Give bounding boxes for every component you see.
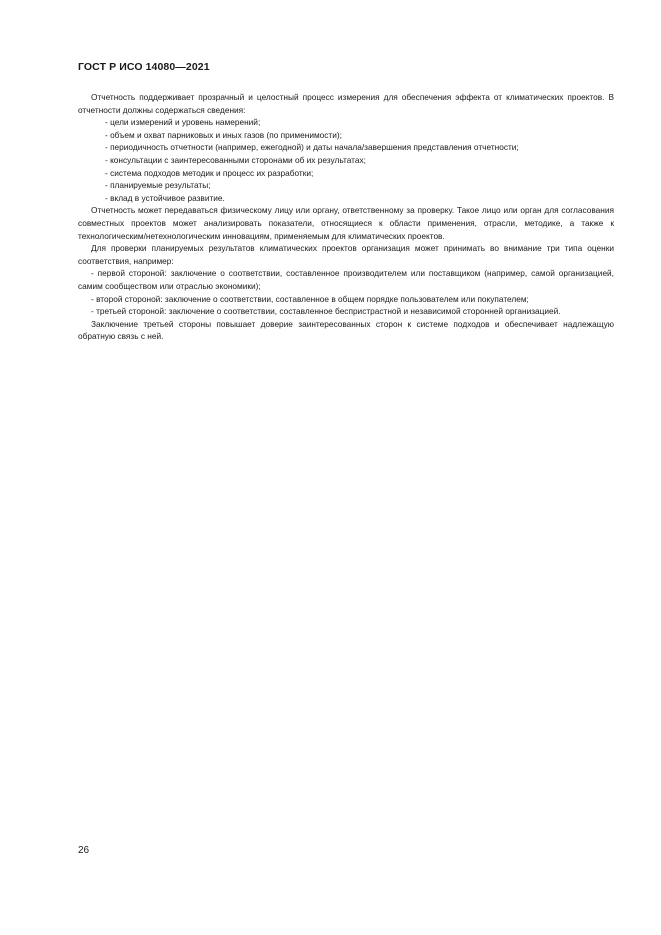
list-item: - консультации с заинтересованными сторонами об их результатах;	[105, 154, 366, 165]
list-item: - объем и охват парниковых и иных газов (по применимости);	[105, 129, 342, 140]
page-number: 26	[78, 845, 90, 856]
list-item: - вклад в устойчивое развитие.	[105, 192, 225, 203]
list-item: - планируемые результаты;	[105, 180, 211, 191]
paragraph-reporting-intro: Отчетность поддерживает прозрачный и целостный процесс измерения для обеспечения эффекта от климатических проектов. В отчетности должны содержаться сведения:	[78, 92, 614, 115]
paragraph-third-party-conclusion: Заключение третьей стороны повышает доверие заинтересованных сторон к системе подходов и обеспечивает надлежащую обратную связь с ней.	[78, 318, 614, 342]
reporting-info-list	[78, 116, 614, 204]
paragraph-reporting-transfer: Отчетность может передаваться физическому лицу или органу, ответственному за проверку. Такое лицо или орган для согласования совместных проектов может анализировать показатели, относящиеся к области применения, отрасли, методике, а также к технологическим/нетехнологическим инновациям, применяемым для климатических проектов.	[78, 205, 614, 241]
list-item-third-party: - третьей стороной: заключение о соответствии, составленное беспристрастной и независимой сторонней организацией.	[91, 306, 561, 317]
page-body	[78, 91, 614, 343]
list-item: - система подходов методик и процесс их разработки;	[105, 167, 314, 178]
list-item-first-party: - первой стороной: заключение о соответствии, составленное производителем или поставщиком (например, самой организацией, самим сообществом или отраслью экономики);	[78, 268, 614, 291]
standard-header: ГОСТ Р ИСО 14080—2021	[78, 61, 210, 73]
list-item: - цели измерений и уровень намерений;	[105, 117, 261, 128]
paragraph-verification-intro: Для проверки планируемых результатов климатических проектов организация может принимать во внимание три типа оценки соответствия, например:	[78, 243, 614, 266]
list-item: - периодичность отчетности (например, ежегодной) и даты начала/завершения представления отчетности;	[105, 142, 519, 153]
list-item-second-party: - второй стороной: заключение о соответствии, составленное в общем порядке пользователем или покупателем;	[91, 293, 529, 304]
